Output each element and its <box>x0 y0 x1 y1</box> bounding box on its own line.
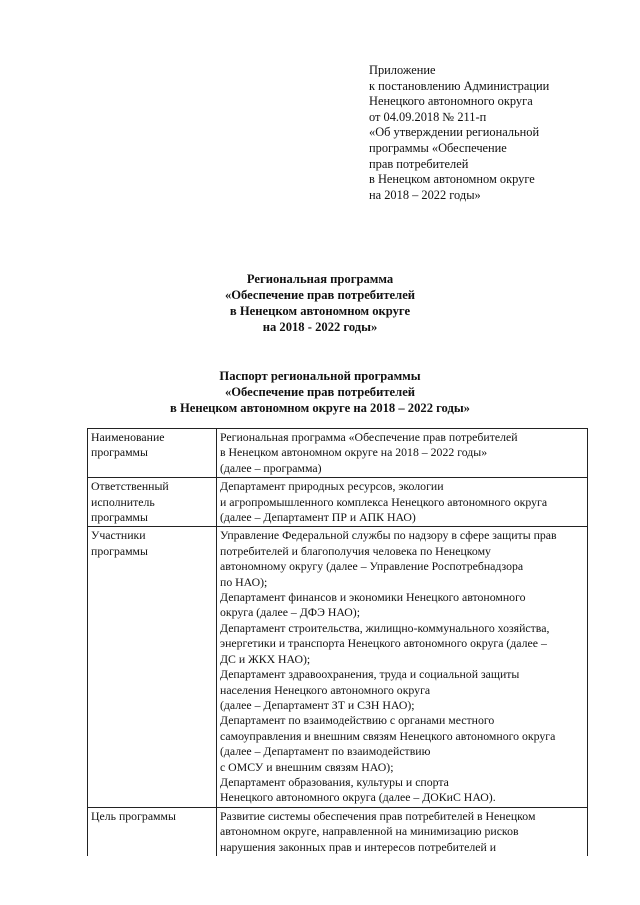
row-label-cell <box>88 478 217 527</box>
appendix-line: прав потребителей <box>369 156 469 171</box>
appendix-line: «Об утверждении региональной <box>369 125 540 140</box>
appendix-block <box>369 63 549 203</box>
row-value-line: нарушения законных прав и интересов потребителей и <box>220 839 497 854</box>
row-value-line: ДС и ЖКХ НАО); <box>220 651 311 666</box>
table-row <box>88 807 588 856</box>
row-value-line: самоуправления и внешним связям Ненецкого автономного округа <box>220 728 556 743</box>
row-label-line: Наименование <box>91 430 165 444</box>
row-value-line: потребителей и благополучия человека по Ненецкому <box>220 543 491 558</box>
row-value-line: населения Ненецкого автономного округа <box>220 682 431 697</box>
row-value-line: по НАО); <box>220 574 268 589</box>
row-value-line: Развитие системы обеспечения прав потребителей в Ненецком <box>220 808 536 823</box>
row-label-line: исполнитель <box>91 494 155 509</box>
row-value-line: (далее – программа) <box>220 460 322 475</box>
table-row <box>88 429 588 478</box>
row-value-cell <box>217 807 588 856</box>
row-value-line: (далее – Департамент ЗТ и СЗН НАО); <box>220 697 415 712</box>
row-value-line: Департамент по взаимодействию с органами местного <box>220 713 495 728</box>
row-value-line: Ненецкого автономного округа (далее – ДОКиС НАО). <box>220 790 496 805</box>
row-value-line: Департамент образования, культуры и спорта <box>220 774 449 789</box>
passport-title <box>0 368 640 416</box>
passport-table <box>87 428 588 856</box>
row-label-line: Цель программы <box>91 808 176 823</box>
row-value-line: энергетики и транспорта Ненецкого автономного округа (далее – <box>220 636 547 651</box>
row-value-line: (далее – Департамент ПР и АПК НАО) <box>220 510 416 525</box>
row-value-line: и агропромышленного комплекса Ненецкого автономного округа <box>220 494 548 509</box>
row-value-line: округа (далее – ДФЭ НАО); <box>220 605 361 620</box>
appendix-line: Ненецкого автономного округа <box>369 94 533 109</box>
row-label-line: программы <box>91 543 148 558</box>
table-row <box>88 478 588 527</box>
program-title-line: на 2018 - 2022 годы» <box>262 320 378 334</box>
row-value-line: автономному округу (далее – Управление Роспотребнадзора <box>220 559 524 574</box>
row-value-line: Региональная программа «Обеспечение прав потребителей <box>220 430 518 444</box>
passport-title-line: «Обеспечение прав потребителей <box>224 385 416 399</box>
row-label-line: Ответственный <box>91 479 169 494</box>
row-value-line: Департамент строительства, жилищно-коммунального хозяйства, <box>220 620 550 635</box>
row-value-cell <box>217 527 588 807</box>
row-label-line: Участники <box>91 528 146 543</box>
row-value-cell <box>217 478 588 527</box>
row-value-line: (далее – Департамент по взаимодействию <box>220 744 431 759</box>
appendix-line: от 04.09.2018 № 211-п <box>369 109 487 124</box>
row-label-cell <box>88 807 217 856</box>
row-label-cell <box>88 429 217 478</box>
appendix-line: на 2018 – 2022 годы» <box>369 187 481 202</box>
row-label-cell <box>88 527 217 807</box>
program-title-line: Региональная программа <box>246 272 394 286</box>
row-value-line: Департамент финансов и экономики Ненецкого автономного <box>220 590 526 605</box>
row-value-line: с ОМСУ и внешним связям НАО); <box>220 759 394 774</box>
passport-title-line: Паспорт региональной программы <box>219 369 421 383</box>
row-label-line: программы <box>91 445 148 460</box>
row-value-cell <box>217 429 588 478</box>
row-value-line: в Ненецком автономном округе на 2018 – 2022 годы» <box>220 445 488 460</box>
appendix-line: к постановлению Администрации <box>369 78 550 93</box>
table-row <box>88 527 588 807</box>
appendix-line: в Ненецком автономном округе <box>369 172 535 187</box>
row-value-line: Управление Федеральной службы по надзору в сфере защиты прав <box>220 528 557 543</box>
appendix-line: программы «Обеспечение <box>369 140 507 155</box>
program-title-line: «Обеспечение прав потребителей <box>224 288 416 302</box>
row-value-line: Департамент природных ресурсов, экологии <box>220 479 444 494</box>
passport-title-line: в Ненецком автономном округе на 2018 – 2022 годы» <box>170 401 470 415</box>
program-title-line: в Ненецком автономном округе <box>229 304 411 318</box>
row-label-line: программы <box>91 510 148 525</box>
row-value-line: автономном округе, направленной на минимизацию рисков <box>220 824 519 839</box>
row-value-line: Департамент здравоохранения, труда и социальной защиты <box>220 667 520 682</box>
appendix-line: Приложение <box>369 63 436 77</box>
program-title <box>0 271 640 335</box>
